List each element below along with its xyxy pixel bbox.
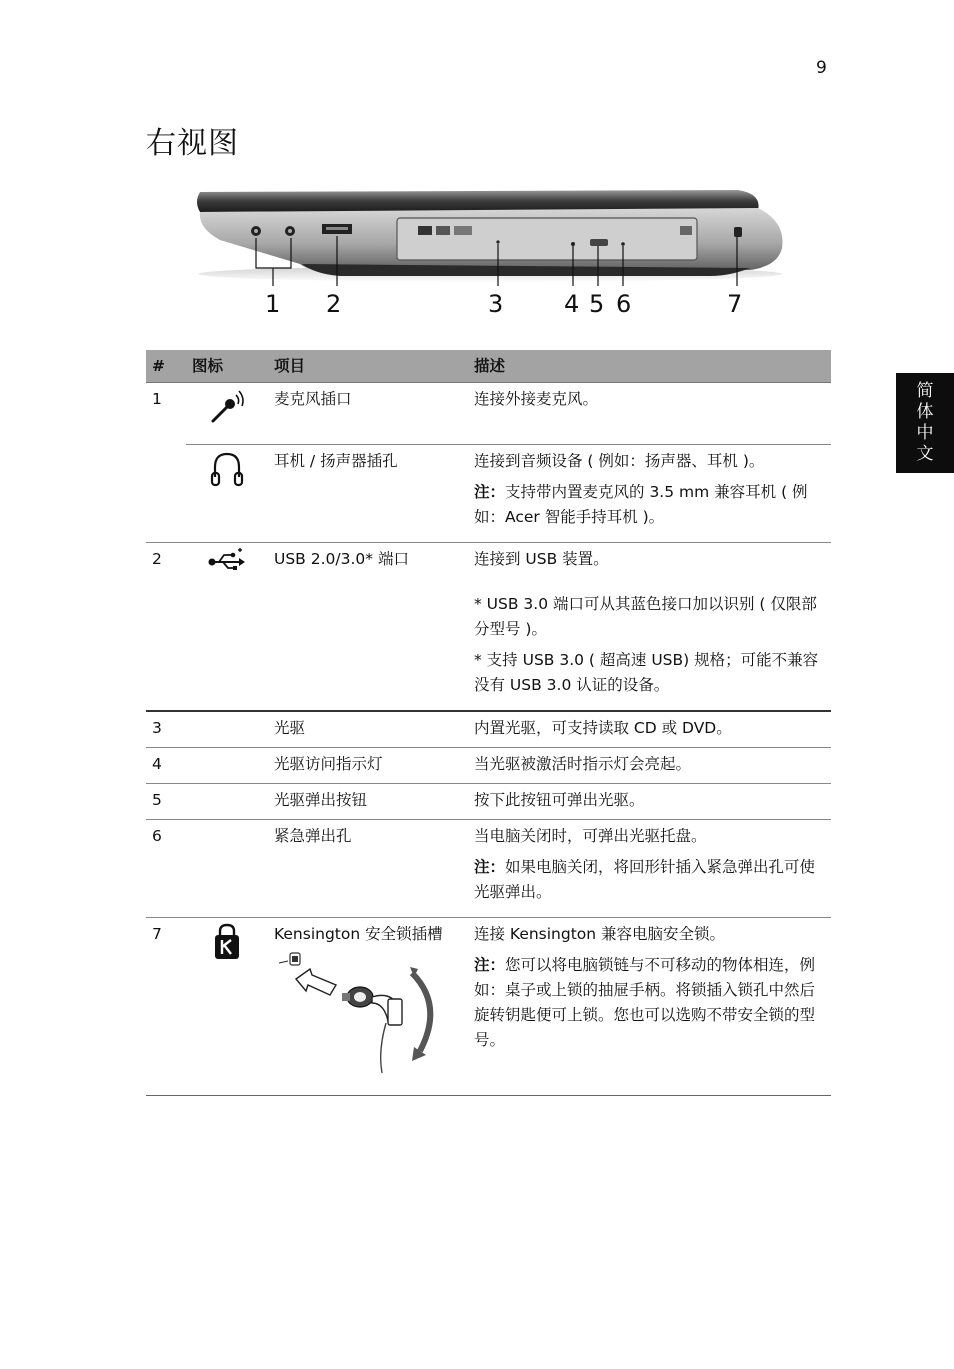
usb-icon [207,547,247,573]
item-description: 当电脑关闭时，可弹出光驱托盘。 [474,827,707,845]
callout-2: 2 [326,290,342,318]
note-text: 您可以将电脑锁链与不可移动的物体相连，例如：桌子或上锁的抽屉手柄。将锁插入锁孔中然后旋转钥匙便可上锁。您也可以选购不带安全锁的型号。 [474,956,816,1049]
table-row [146,748,831,784]
header-desc: 描述 [468,350,831,383]
item-name: 麦克风插口 [274,390,352,408]
callout-5: 5 [589,290,605,318]
note-label: 注： [474,956,506,974]
item-name: 耳机 / 扬声器插孔 [268,445,468,543]
row-number: 7 [146,918,186,1096]
usb-footnote-2: * 支持 USB 3.0 ( 超高速 USB) 规格；可能不兼容没有 USB 3.0 认证的设备。 [474,651,819,694]
microphone-icon [207,387,247,427]
kensington-lock-icon [211,922,243,962]
callout-1: 1 [265,290,281,318]
language-tab-char: 中 [916,423,934,443]
lock-cable-illustration [274,951,449,1076]
header-icon: 图标 [186,350,268,383]
table-row [146,543,831,712]
note-text: 如果电脑关闭，将回形针插入紧急弹出孔可使光驱弹出。 [474,858,816,901]
item-description: 按下此按钮可弹出光驱。 [468,784,831,820]
row-number: 6 [146,820,186,918]
item-name: Kensington 安全锁插槽 [274,925,443,943]
item-description: 连接到 USB 装置。 [474,550,609,568]
table-row [146,820,831,918]
callout-6: 6 [616,290,632,318]
table-row [146,383,831,445]
note-text: 支持带内置麦克风的 3.5 mm 兼容耳机 ( 例如：Acer 智能手持耳机 )。 [474,483,808,526]
row-number [146,445,186,543]
item-name: 紧急弹出孔 [268,820,468,918]
item-description: 连接到音频设备 ( 例如：扬声器、耳机 )。 [474,452,765,470]
note-label: 注： [474,483,506,501]
row-number: 5 [146,784,186,820]
table-row [146,445,831,543]
row-number: 1 [152,390,162,408]
table-header-row [146,350,831,383]
table-row [146,784,831,820]
item-name: 光驱 [268,711,468,748]
language-tab [896,373,954,473]
callout-7: 7 [727,290,743,318]
usb-footnote-1: * USB 3.0 端口可从其蓝色接口加以识别 ( 仅限部分型号 )。 [474,595,817,638]
table-row [146,918,831,1096]
note-label: 注： [474,858,506,876]
row-number: 4 [146,748,186,784]
header-item: 项目 [268,350,468,383]
item-description: 当光驱被激活时指示灯会亮起。 [468,748,831,784]
item-name: USB 2.0/3.0* 端口 [268,543,468,712]
page-number: 9 [816,58,827,78]
item-description: 连接 Kensington 兼容电脑安全锁。 [474,925,726,943]
table-row [146,711,831,748]
item-description: 连接外接麦克风。 [474,390,599,408]
headphones-icon [209,449,245,489]
right-view-spec-table [146,350,831,1096]
item-description: 内置光驱，可支持读取 CD 或 DVD。 [468,711,831,748]
callout-3: 3 [488,290,504,318]
callout-4: 4 [564,290,580,318]
header-num: # [146,350,186,383]
item-name: 光驱访问指示灯 [268,748,468,784]
row-number: 2 [146,543,186,712]
row-number: 3 [146,711,186,748]
language-tab-char: 文 [916,444,934,464]
item-name: 光驱弹出按钮 [268,784,468,820]
language-tab-char: 体 [916,402,934,422]
language-tab-char: 简 [916,381,934,401]
section-title: 右视图 [146,126,239,161]
